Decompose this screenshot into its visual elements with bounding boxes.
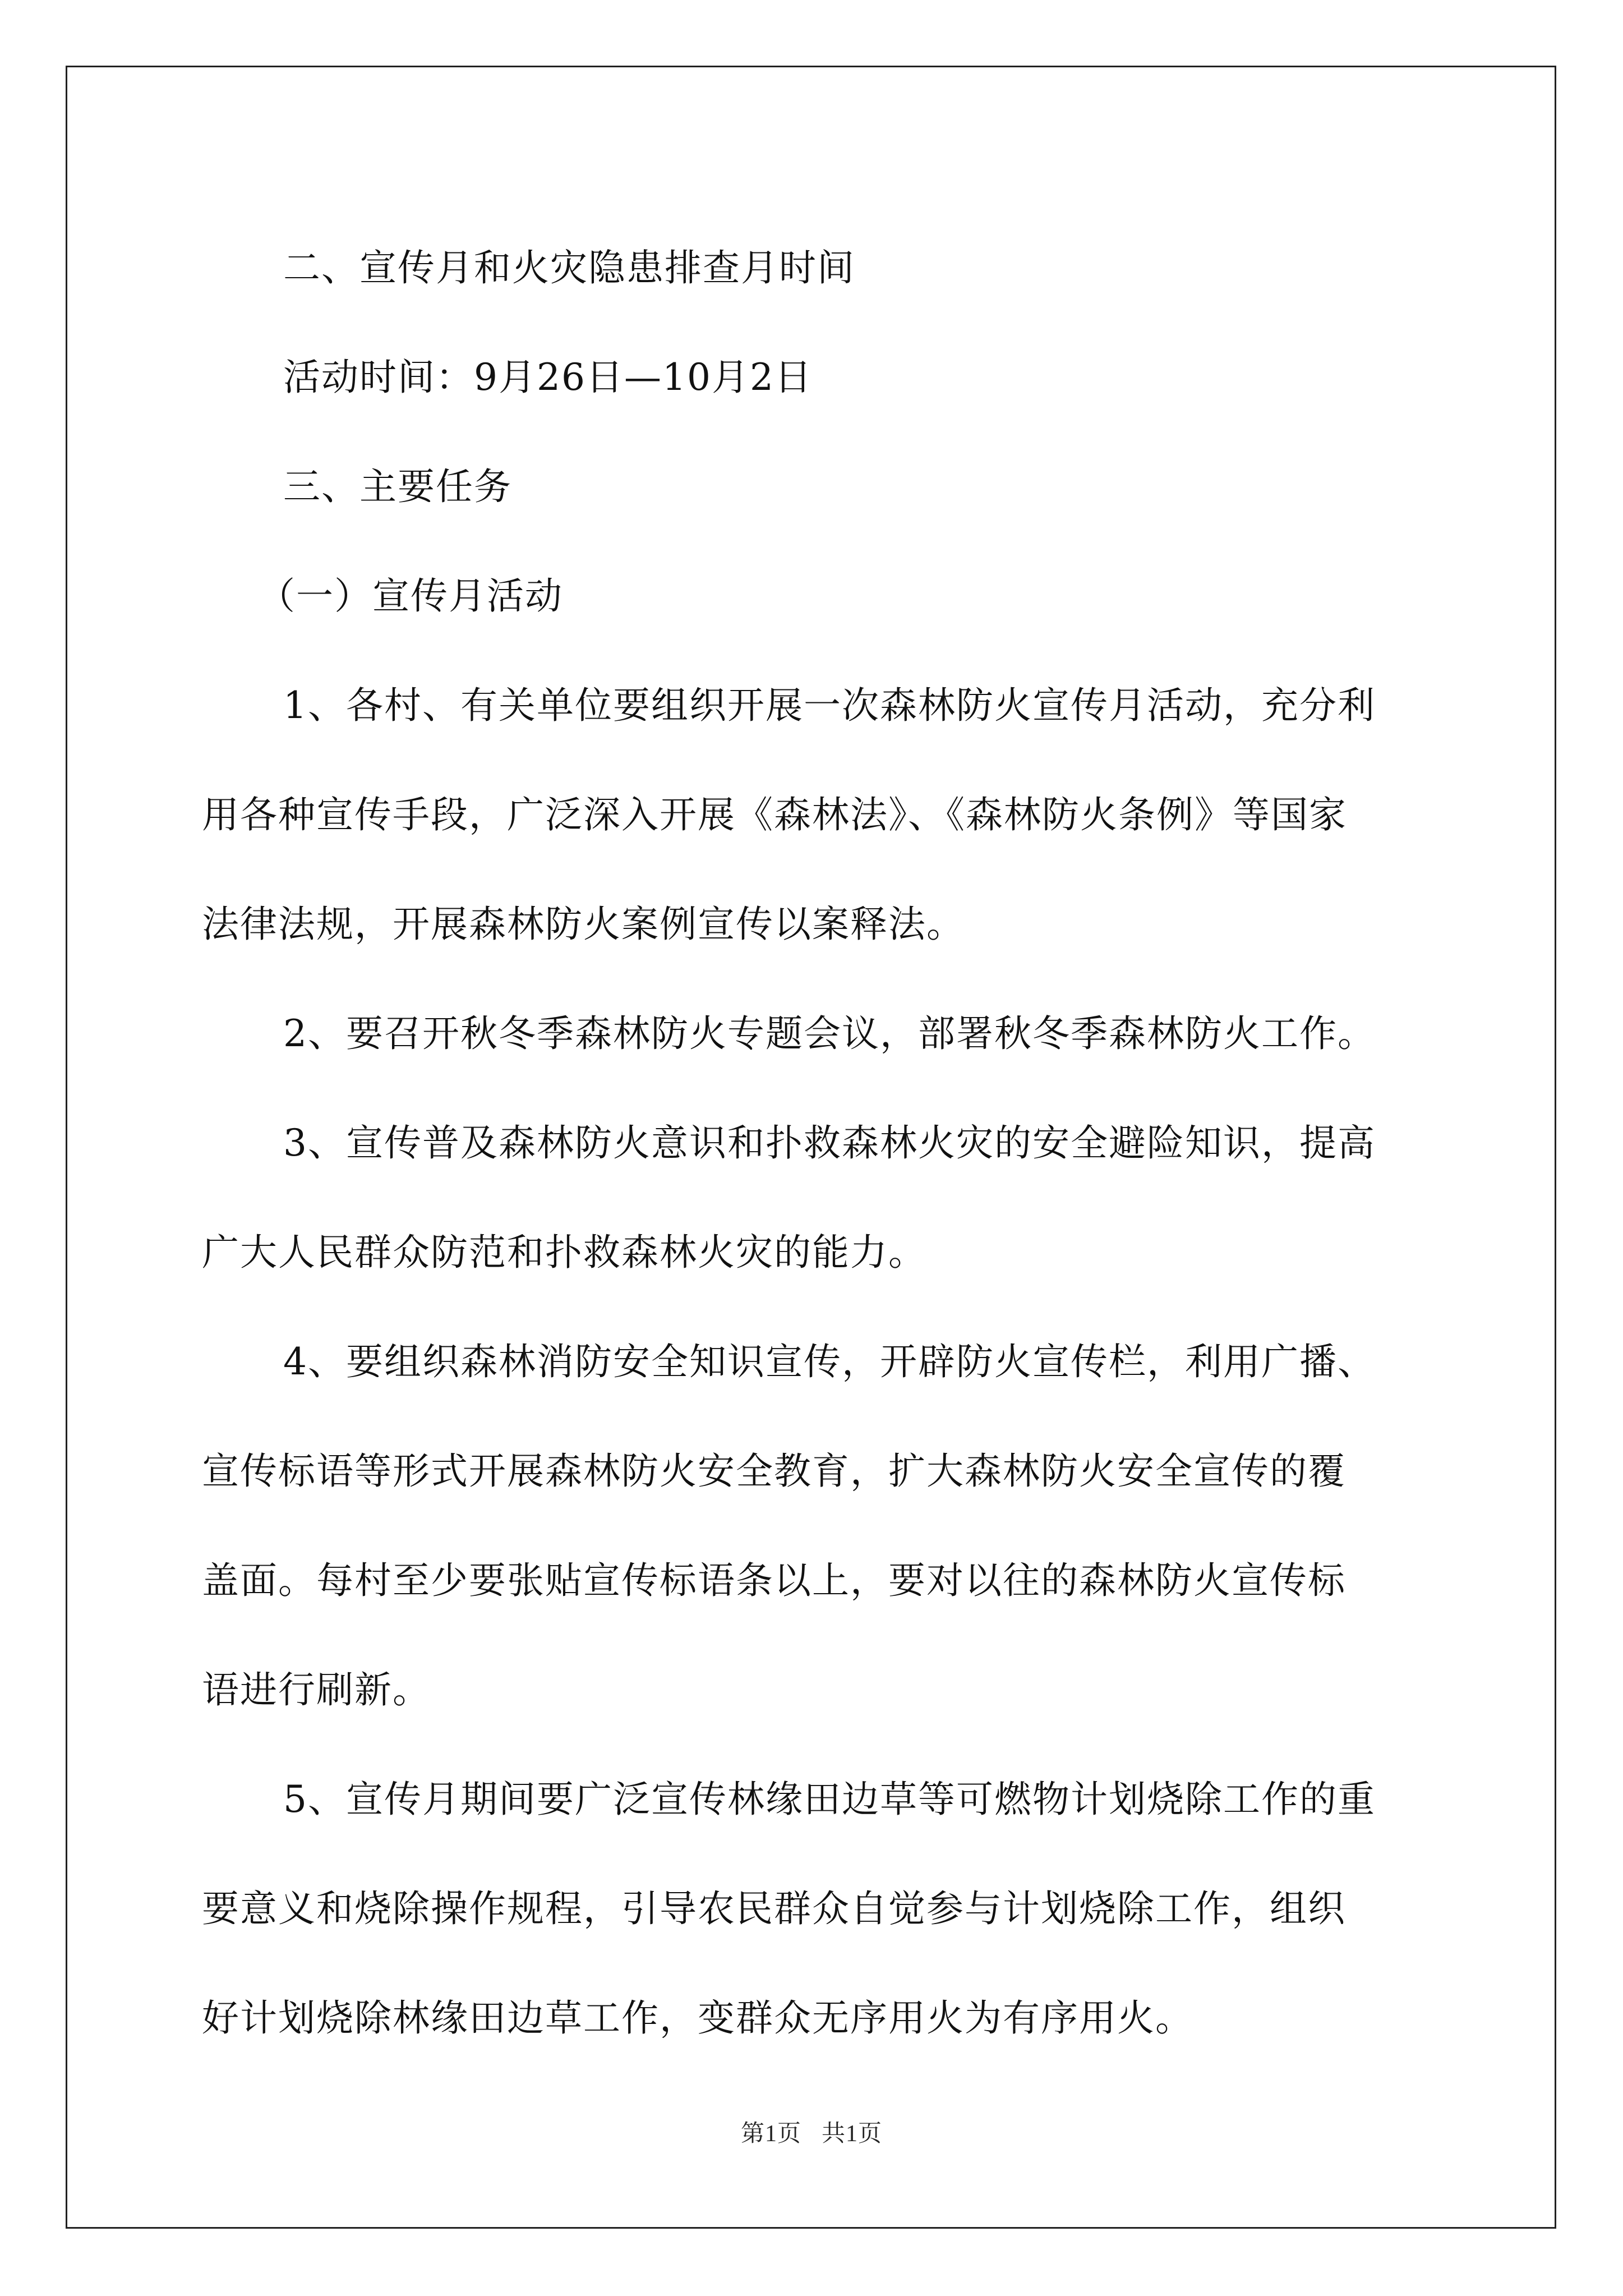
subsection-heading: （一）宣传月活动	[258, 574, 563, 618]
paragraph-5-line-1: 5、宣传月期间要广泛宣传林缘田边草等可燃物计划烧除工作的重	[283, 1778, 1376, 1821]
paragraph-1-line-3: 法律法规，开展森林防火案例宣传以案释法。	[202, 903, 965, 946]
paragraph-2-line-1: 2、要召开秋冬季森林防火专题会议，部署秋冬季森林防火工作。	[283, 1012, 1376, 1055]
paragraph-3-line-1: 3、宣传普及森林防火意识和扑救森林火灾的安全避险知识，提高	[283, 1121, 1376, 1165]
document-body	[202, 213, 1436, 2073]
page-footer	[0, 2115, 1623, 2148]
page-number-current: 第1页	[740, 2121, 801, 2147]
paragraph-4-line-1: 4、要组织森林消防安全知识宣传，开辟防火宣传栏，利用广播、	[283, 1340, 1376, 1383]
page-number-total: 共1页	[822, 2121, 883, 2147]
paragraph-1-line-1: 1、各村、有关单位要组织开展一次森林防火宣传月活动，充分利	[283, 684, 1376, 727]
section-heading-tasks: 三、主要任务	[283, 465, 512, 508]
paragraph-4-line-3: 盖面。每村至少要张贴宣传标语条以上，要对以往的森林防火宣传标	[202, 1559, 1346, 1602]
paragraph-1-line-2: 用各种宣传手段，广泛深入开展《森林法》、《森林防火条例》等国家	[202, 793, 1347, 836]
paragraph-4-line-2: 宣传标语等形式开展森林防火安全教育，扩大森林防火安全宣传的覆	[202, 1450, 1346, 1493]
paragraph-3-line-2: 广大人民群众防范和扑救森林火灾的能力。	[202, 1231, 926, 1274]
paragraph-5-line-3: 好计划烧除林缘田边草工作，变群众无序用火为有序用火。	[202, 1996, 1193, 2040]
section-heading-time: 二、宣传月和火灾隐患排查月时间	[283, 246, 855, 289]
paragraph-4-line-4: 语进行刷新。	[202, 1668, 431, 1711]
paragraph-5-line-2: 要意义和烧除操作规程，引导农民群众自觉参与计划烧除工作，组织	[202, 1887, 1346, 1930]
activity-time: 活动时间：9月26日—10月2日	[283, 356, 813, 399]
